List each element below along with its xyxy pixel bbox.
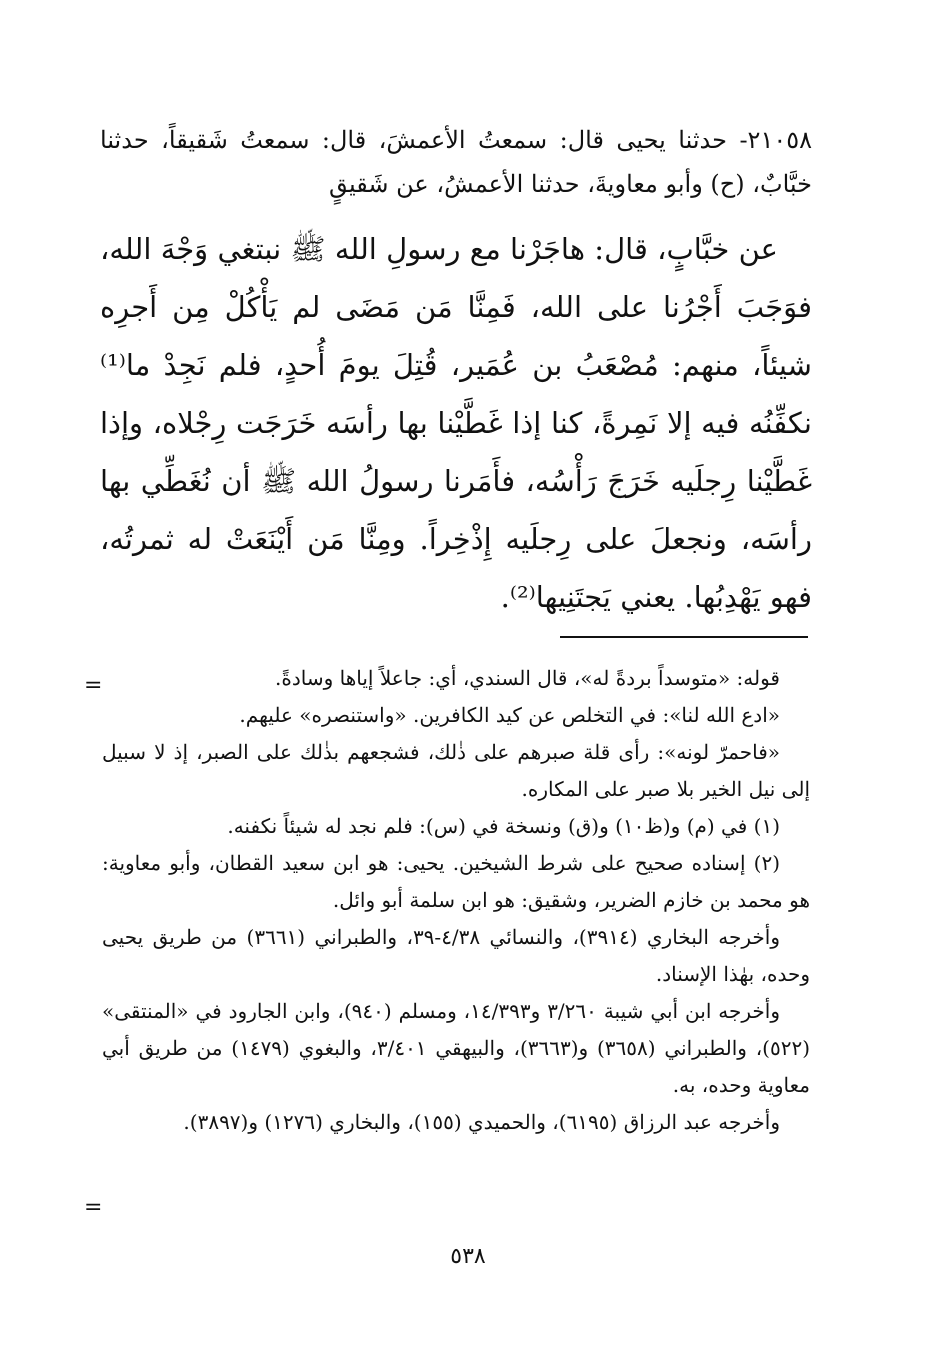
footnote-paragraph: وأخرجه البخاري (٣٩١٤)، والنسائي ٤/٣٨-٣٩، والطبراني (٣٦٦١) من طريق يحيى وحده، بهٰذا الإسناد. bbox=[102, 925, 810, 986]
hadith-block bbox=[100, 118, 812, 626]
footnote-paragraph: «ادع الله لنا»: في التخلص عن كيد الكافرين. «واستنصره» عليهم. bbox=[239, 703, 780, 727]
hadith-matn: عن خبَّابٍ، قال: هاجَرْنا مع رسولِ الله ﷺ نبتغي وَجْهَ الله، فوَجَبَ أَجْرُنا على الله، فَمِنَّا مَن مَضَى لم يَأْكُلْ مِن أَجرِه شيئاً، منهم: مُصْعَبُ بن عُمَير، قُتِلَ يومَ أُحدٍ، فلم نَجِدْ ما⁽¹⁾ نكفِّنُه فيه إلا نَمِرةً، كنا إذا غَطَّيْنا بها رأسَه خَرَجَت رِجْلاه، وإذا غَطَّيْنا رِجلَيه خَرَجَ رَأْسُه، فأَمَرنا رسولُ الله ﷺ أن نُغَطِّي بها رأسَه، ونجعلَ على رِجلَيه إِذْخِراً. ومِنَّا مَن أَيْنَعَتْ له ثمرتُه، فهو يَهْدِبُها. يعني يَجتَنِيها⁽²⁾. bbox=[100, 232, 812, 614]
footnote-2: (٢) إسناده صحيح على شرط الشيخين. يحيى: هو ابن سعيد القطان، وأبو معاوية: هو محمد بن خازم الضرير، وشقيق: هو ابن سلمة أبو وائل. bbox=[102, 851, 810, 912]
footnote-1: (١) في (م) و(ظ١٠) و(ق) ونسخة في (س): فلم نجد له شيئاً نكفنه. bbox=[227, 814, 780, 838]
footnote-paragraph: «فاحمرّ لونه»: رأى قلة صبرهم على ذٰلك، فشجعهم بذٰلك على الصبر، إذ لا سبيل إلى نيل الخير بلا صبر على المكاره. bbox=[102, 740, 810, 801]
footnote-end-marker: = bbox=[84, 1195, 103, 1220]
hadith-isnad: ٢١٠٥٨- حدثنا يحيى قال: سمعتُ الأعمشَ، قال: سمعتُ شَقيقاً، حدثنا خبَّابٌ، (ح) وأبو معاويةَ، حدثنا الأعمشُ، عن شَقيقٍ bbox=[100, 126, 812, 198]
footnote-continuation-marker: = bbox=[84, 673, 103, 698]
footnotes bbox=[102, 660, 810, 1141]
footnote-paragraph: وأخرجه عبد الرزاق (٦١٩٥)، والحميدي (١٥٥)، والبخاري (١٢٧٦) و(٣٨٩٧). bbox=[183, 1110, 780, 1134]
footnote-paragraph: قوله: «متوسداً بردةً له»، قال السندي، أي: جاعلاً إياها وسادةً. bbox=[275, 666, 780, 690]
page-number: ٥٣٨ bbox=[450, 1244, 486, 1269]
footnote-separator bbox=[560, 636, 808, 638]
footnote-paragraph: وأخرجه ابن أبي شيبة ٣/٢٦٠ و١٤/٣٩٣، ومسلم (٩٤٠)، وابن الجارود في «المنتقى» (٥٢٢)، والطبراني (٣٦٥٨) و(٣٦٦٣)، والبيهقي ٣/٤٠١، والبغوي (١٤٧٩) من طريق أبي معاوية وحده، به. bbox=[102, 999, 810, 1097]
